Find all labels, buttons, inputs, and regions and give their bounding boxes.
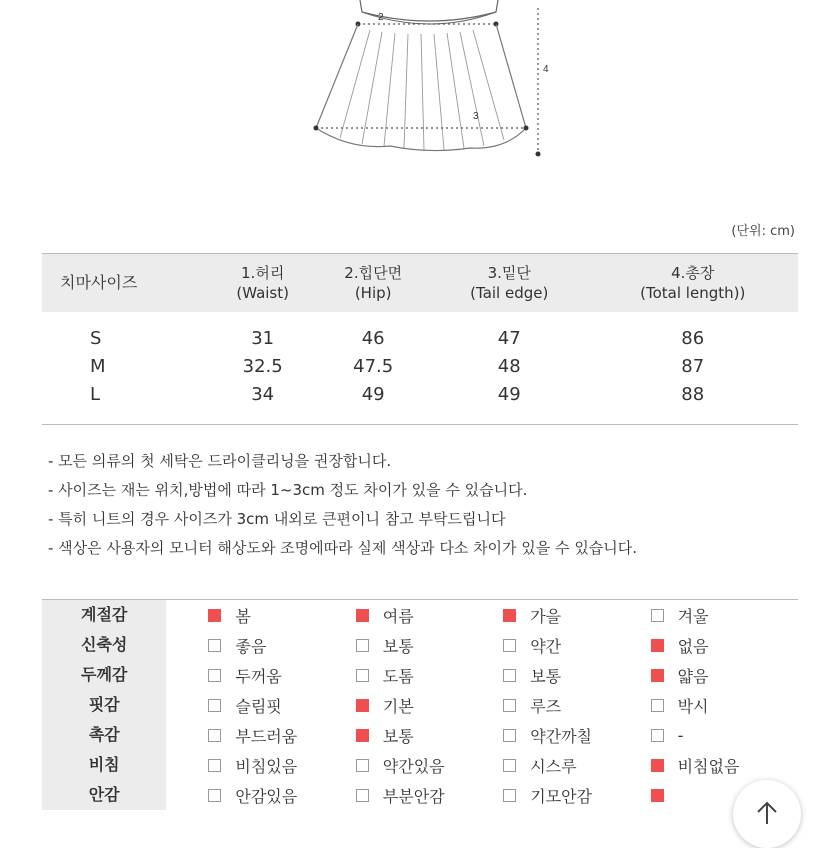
attribute-option-label: 루즈 bbox=[530, 696, 562, 716]
attribute-option bbox=[356, 784, 503, 807]
size-table-header bbox=[42, 254, 798, 313]
attribute-option bbox=[356, 724, 503, 747]
attribute-option bbox=[503, 634, 650, 657]
attribute-option bbox=[208, 634, 355, 657]
attribute-option-label: 보통 bbox=[382, 726, 414, 746]
unchecked-box-icon bbox=[651, 699, 664, 712]
attribute-option-label: 약간있음 bbox=[382, 756, 445, 776]
attribute-row bbox=[42, 780, 798, 810]
hip-cell: 47.5 bbox=[353, 355, 394, 377]
unchecked-box-icon bbox=[356, 789, 369, 802]
attribute-label: 계절감 bbox=[42, 600, 166, 630]
attribute-option bbox=[651, 694, 798, 717]
unchecked-box-icon bbox=[503, 789, 516, 802]
attribute-option-label: 시스루 bbox=[530, 756, 577, 776]
unchecked-box-icon bbox=[356, 669, 369, 682]
unchecked-box-icon bbox=[503, 639, 516, 652]
skirt-size-diagram bbox=[300, 0, 560, 165]
attribute-option bbox=[208, 604, 355, 627]
total-length-cell: 87 bbox=[681, 355, 705, 377]
unchecked-box-icon bbox=[651, 729, 664, 742]
scroll-to-top-button[interactable] bbox=[733, 780, 801, 848]
attribute-option bbox=[503, 694, 650, 717]
checked-box-icon bbox=[356, 729, 369, 742]
unchecked-box-icon bbox=[356, 759, 369, 772]
attribute-option bbox=[503, 724, 650, 747]
unchecked-box-icon bbox=[503, 699, 516, 712]
checked-box-icon bbox=[651, 669, 664, 682]
size-cell: S bbox=[90, 327, 102, 349]
total-length-cell: 88 bbox=[681, 383, 705, 405]
unchecked-box-icon bbox=[208, 729, 221, 742]
attribute-row bbox=[42, 600, 798, 630]
unchecked-box-icon bbox=[651, 609, 664, 622]
attribute-option bbox=[208, 664, 355, 687]
attribute-option bbox=[503, 604, 650, 627]
attribute-option bbox=[503, 754, 650, 777]
attribute-option-label: 좋음 bbox=[235, 636, 267, 656]
attribute-option-label: 기모안감 bbox=[530, 786, 593, 806]
waist-cell: 34 bbox=[251, 383, 275, 405]
header-total-length: 4.총장 (Total length)) bbox=[640, 264, 746, 302]
attribute-option-label: 슬림핏 bbox=[235, 696, 282, 716]
size-cell: M bbox=[90, 355, 106, 377]
note-item: - 사이즈는 재는 위치,방법에 따라 1~3cm 정도 차이가 있을 수 있습니다. bbox=[48, 481, 528, 499]
attribute-option bbox=[356, 634, 503, 657]
header-tail-edge: 3.밑단 (Tail edge) bbox=[470, 264, 549, 302]
attribute-option-label: 비침없음 bbox=[677, 756, 740, 776]
attribute-option bbox=[651, 634, 798, 657]
attribute-row bbox=[42, 720, 798, 750]
attribute-label: 비침 bbox=[42, 750, 166, 780]
tail-edge-cell: 49 bbox=[497, 383, 521, 405]
note-item: - 특히 니트의 경우 사이즈가 3cm 내외로 큰편이니 참고 부탁드립니다 bbox=[48, 510, 506, 528]
attribute-option bbox=[356, 664, 503, 687]
tail-edge-cell: 48 bbox=[497, 355, 521, 377]
attribute-label: 핏감 bbox=[42, 690, 166, 720]
hip-cell: 49 bbox=[361, 383, 385, 405]
unchecked-box-icon bbox=[208, 699, 221, 712]
fabric-attribute-table bbox=[42, 599, 798, 810]
attribute-option bbox=[503, 664, 650, 687]
unchecked-box-icon bbox=[208, 789, 221, 802]
checked-box-icon bbox=[208, 609, 221, 622]
unchecked-box-icon bbox=[208, 759, 221, 772]
attribute-option-label: 얇음 bbox=[677, 666, 709, 686]
checked-box-icon bbox=[356, 609, 369, 622]
attribute-option-label: 봄 bbox=[235, 606, 251, 626]
attribute-option bbox=[651, 604, 798, 627]
attribute-label: 촉감 bbox=[42, 720, 166, 750]
attribute-option-label: 도톰 bbox=[382, 666, 414, 686]
attribute-option-label: 안감있음 bbox=[235, 786, 298, 806]
diagram-label-length: 4 bbox=[543, 64, 549, 75]
attribute-label: 안감 bbox=[42, 780, 166, 810]
size-table bbox=[42, 253, 798, 425]
header-waist: 1.허리 (Waist) bbox=[236, 264, 289, 302]
attribute-row bbox=[42, 690, 798, 720]
unit-note: (단위: cm) bbox=[731, 224, 795, 239]
attribute-option bbox=[651, 754, 798, 777]
attribute-option-label: 두꺼움 bbox=[235, 666, 282, 686]
table-row bbox=[42, 352, 798, 380]
waist-cell: 32.5 bbox=[242, 355, 283, 377]
attribute-option bbox=[208, 784, 355, 807]
checked-box-icon bbox=[503, 609, 516, 622]
attribute-option-label: 약간 bbox=[530, 636, 562, 656]
hip-cell: 46 bbox=[361, 327, 385, 349]
attribute-option-label: 박시 bbox=[677, 696, 709, 716]
attribute-label: 신축성 bbox=[42, 630, 166, 660]
attribute-option bbox=[356, 754, 503, 777]
checked-box-icon bbox=[356, 699, 369, 712]
checked-box-icon bbox=[651, 759, 664, 772]
attribute-row bbox=[42, 750, 798, 780]
unchecked-box-icon bbox=[503, 759, 516, 772]
unchecked-box-icon bbox=[356, 639, 369, 652]
tail-edge-cell: 47 bbox=[497, 327, 521, 349]
attribute-option bbox=[503, 784, 650, 807]
attribute-option bbox=[208, 694, 355, 717]
size-cell: L bbox=[90, 383, 101, 405]
attribute-option-label: 보통 bbox=[382, 636, 414, 656]
attribute-row bbox=[42, 660, 798, 690]
attribute-option bbox=[356, 694, 503, 717]
checked-box-icon bbox=[651, 789, 664, 802]
header-hip: 2.힙단면 (Hip) bbox=[344, 264, 403, 302]
attribute-option bbox=[356, 604, 503, 627]
header-size: 치마사이즈 bbox=[60, 273, 138, 292]
attribute-option-label: 가을 bbox=[530, 606, 562, 626]
diagram-label-hem: 3 bbox=[473, 111, 479, 122]
attribute-option bbox=[651, 664, 798, 687]
attribute-option-label: - bbox=[677, 725, 684, 745]
table-row bbox=[42, 312, 798, 352]
attribute-option bbox=[208, 754, 355, 777]
attribute-option-label: 겨울 bbox=[677, 606, 709, 626]
unchecked-box-icon bbox=[503, 669, 516, 682]
note-item: - 색상은 사용자의 모니터 해상도와 조명에따라 실제 색상과 다소 차이가 있을 수 있습니다. bbox=[48, 539, 638, 557]
unchecked-box-icon bbox=[208, 639, 221, 652]
note-item: - 모든 의류의 첫 세탁은 드라이클리닝을 권장합니다. bbox=[48, 452, 392, 470]
attribute-option-label: 약간까칠 bbox=[530, 726, 593, 746]
care-notes bbox=[48, 447, 808, 563]
attribute-option-label: 부분안감 bbox=[382, 786, 445, 806]
attribute-option-label: 보통 bbox=[530, 666, 562, 686]
attribute-option bbox=[651, 726, 798, 745]
attribute-option-label: 없음 bbox=[677, 636, 709, 656]
waist-cell: 31 bbox=[251, 327, 275, 349]
attribute-option-label: 부드러움 bbox=[235, 726, 298, 746]
unchecked-box-icon bbox=[208, 669, 221, 682]
attribute-option bbox=[208, 724, 355, 747]
table-row bbox=[42, 380, 798, 425]
attribute-option-label: 기본 bbox=[382, 696, 414, 716]
checked-box-icon bbox=[651, 639, 664, 652]
arrow-up-icon bbox=[754, 800, 780, 826]
diagram-label-hip: 2 bbox=[378, 12, 384, 23]
attribute-option-label: 비침있음 bbox=[235, 756, 298, 776]
attribute-option-label: 여름 bbox=[382, 606, 414, 626]
attribute-row bbox=[42, 630, 798, 660]
total-length-cell: 86 bbox=[681, 327, 705, 349]
attribute-label: 두께감 bbox=[42, 660, 166, 690]
unchecked-box-icon bbox=[503, 729, 516, 742]
